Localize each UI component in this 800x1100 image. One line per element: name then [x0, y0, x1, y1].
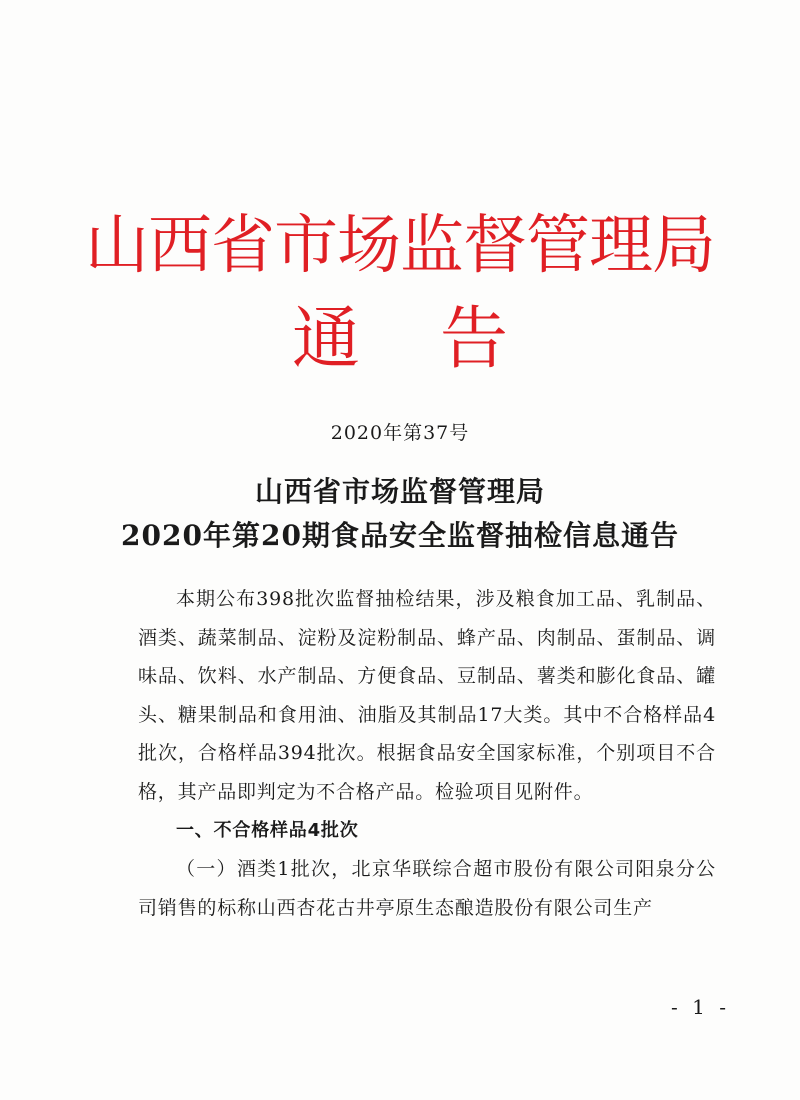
section-heading-unqualified: 一、不合格样品4批次 — [176, 819, 359, 841]
document-number: 2020年第37号 — [330, 422, 470, 444]
paragraph-summary: 本期公布398批次监督抽检结果，涉及粮食加工品、乳制品、酒类、蔬菜制品、淀粉及淀粉制品、蜂产品、肉制品、蛋制品、调味品、饮料、水产制品、方便食品、豆制品、薯类和膨化食品、罐头、糖果制品和食用油、油脂及其制品17大类。其中不合格样品4批次，合格样品394批次。根据食品安全国家标准，个别项目不合格，其产品即判定为不合格产品。检验项目见附件。 — [138, 588, 716, 803]
document-body — [138, 580, 716, 927]
document-title-line1: 山西省市场监督管理局 — [254, 475, 545, 508]
notice-header: 通告 — [291, 300, 588, 379]
document-title — [0, 470, 800, 558]
page-number: - 1 - — [671, 995, 730, 1019]
document-title-line2: 2020年第20期食品安全监督抽检信息通告 — [121, 519, 679, 552]
agency-header: 山西省市场监督管理局 — [85, 209, 715, 283]
paragraph-liquor: （一）酒类1批次，北京华联综合超市股份有限公司阳泉分公司销售的标称山西杏花古井亭原生态酿造股份有限公司生产 — [138, 858, 716, 919]
